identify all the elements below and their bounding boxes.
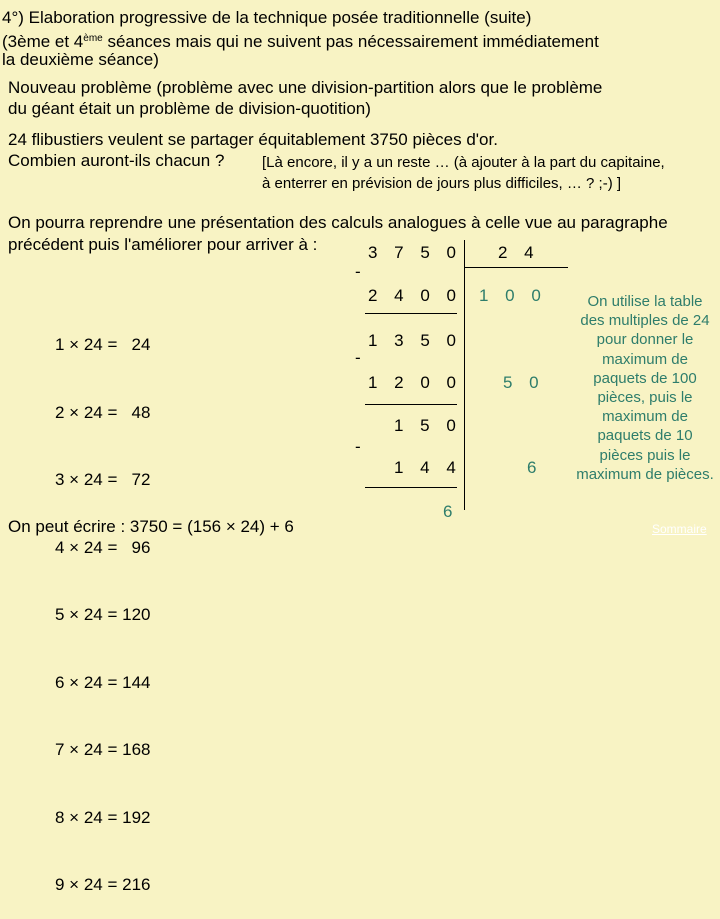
quotient-units: 6 [527,458,543,477]
minus-sign-3: - [355,437,367,456]
multiple-row: 6 × 24 = 144 [55,672,151,692]
heading-line-2: (3ème et 4ème séances mais qui ne suivent pas nécessairement immédiatement [2,32,599,51]
rule-1 [365,313,457,314]
subtrahend-3: 1 4 4 [394,458,462,477]
problem-note-2: à enterrer en prévision de jours plus difficiles, … ? ;-) ] [262,175,622,192]
multiple-row: 5 × 24 = 120 [55,605,151,624]
sommaire-link[interactable]: Sommaire [652,522,707,536]
heading-line-1: 4°) Elaboration progressive de la technique posée traditionnelle (suite) [2,8,532,27]
presentation-line-2: précédent puis l'améliorer pour arriver à : [8,235,318,254]
presentation-line-1: On pourra reprendre une présentation des calculs analogues à celle vue au paragraphe [8,213,668,232]
divisor-underline [464,267,568,268]
problem-question: Combien auront-ils chacun ? [8,151,225,170]
quotient-tens: 5 0 [503,373,545,392]
final-remainder: 6 [443,502,459,521]
multiple-row: 2 × 24 = 48 [55,402,151,422]
multiple-row: 1 × 24 = 24 [55,335,151,354]
minus-sign-2: - [355,348,367,367]
remainder-1: 1 3 5 0 [368,331,462,350]
conclusion: On peut écrire : 3750 = (156 × 24) + 6 [8,517,294,536]
division-vertical-bar [464,240,465,510]
problem-line-1: 24 flibustiers veulent se partager équitablement 3750 pièces d'or. [8,130,498,149]
rule-3 [365,487,457,488]
multiple-row: 8 × 24 = 192 [55,807,151,827]
intro-line-2: du géant était un problème de division-quotition) [8,99,371,118]
problem-note-1: [Là encore, il y a un reste … (à ajouter à la part du capitaine, [262,154,665,171]
multiple-row: 9 × 24 = 216 [55,875,151,894]
subtrahend-2: 1 2 0 0 [368,373,462,392]
side-note: On utilise la table des multiples de 24 pour donner le maximum de paquets de 100 pièces, puis le maximum de paquets de 10 pièces puis le maximum de pièces. [576,293,714,483]
remainder-2: 1 5 0 [394,416,462,435]
multiple-row: 3 × 24 = 72 [55,470,151,489]
intro-line-1: Nouveau problème (problème avec une division-partition alors que le problème [8,78,603,97]
multiples-table [55,289,150,919]
dividend: 3 7 5 0 [368,243,462,262]
heading-line-3: la deuxième séance) [2,50,159,69]
subtrahend-1: 2 4 0 0 [368,286,462,305]
divisor: 2 4 [498,243,540,262]
quotient-hundreds: 1 0 0 [479,286,547,305]
minus-sign-1: - [355,262,367,281]
rule-2 [365,404,457,405]
multiple-row: 7 × 24 = 168 [55,740,151,759]
multiple-row: 4 × 24 = 96 [55,537,151,557]
